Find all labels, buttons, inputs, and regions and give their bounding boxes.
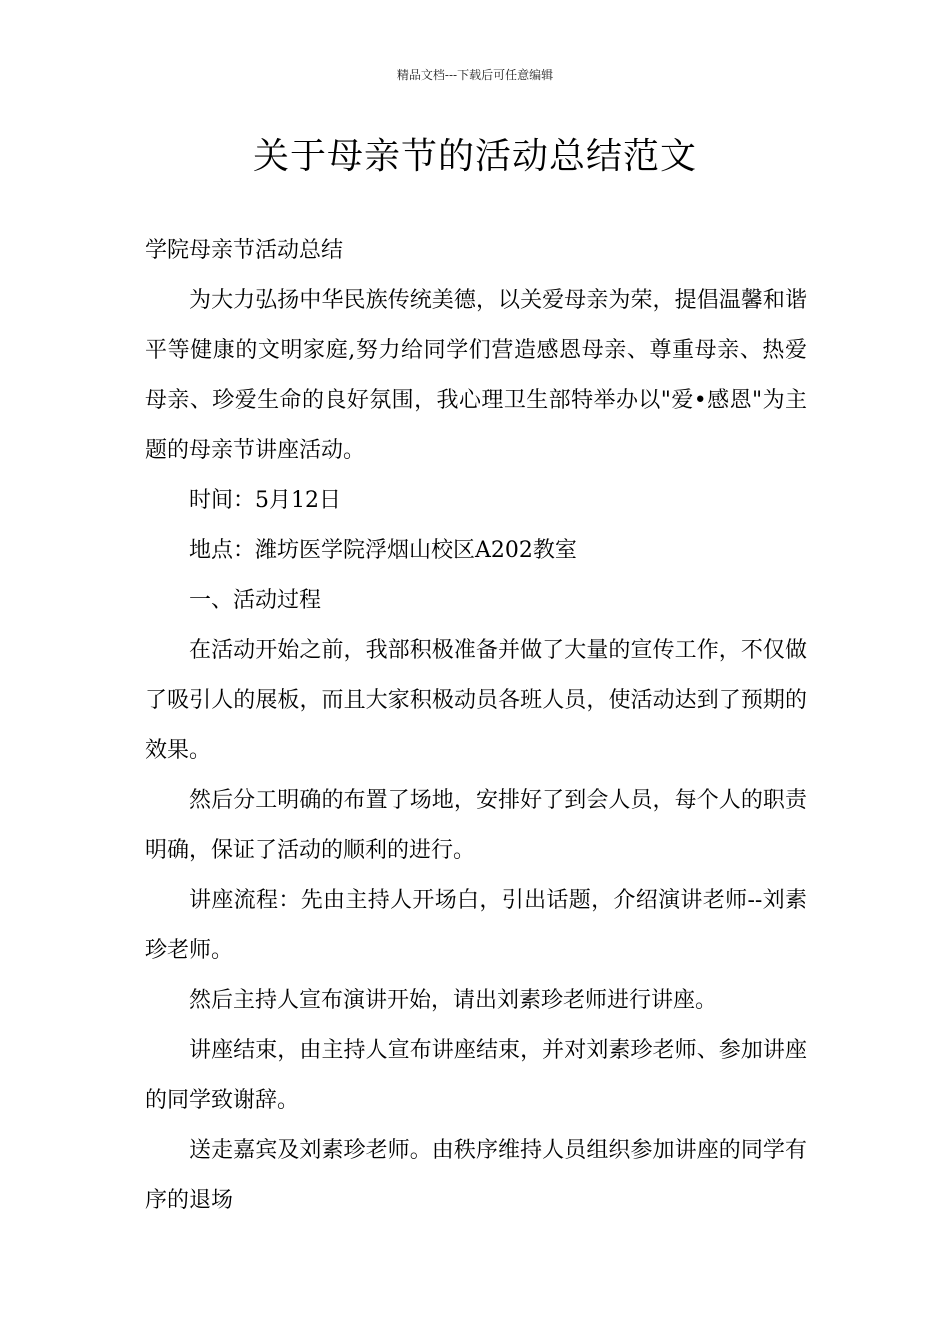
paragraph-flow: 讲座流程：先由主持人开场白，引出话题，介绍演讲老师--刘素珍老师。	[145, 888, 807, 963]
paragraph-location: 地点：潍坊医学院浮烟山校区A202教室	[189, 538, 577, 563]
paragraph-arrangement: 然后分工明确的布置了场地，安排好了到会人员，每个人的职责明确，保证了活动的顺利的进行。	[145, 788, 807, 863]
section-heading: 学院母亲节活动总结	[145, 238, 344, 263]
subheading-process: 一、活动过程	[189, 588, 322, 613]
header-note: 精品文档---下载后可任意编辑	[396, 68, 554, 82]
paragraph-time: 时间：5月12日	[189, 488, 341, 513]
document-body	[145, 226, 807, 1226]
paragraph-lecture-end: 讲座结束，由主持人宣布讲座结束，并对刘素珍老师、参加讲座的同学致谢辞。	[145, 1038, 807, 1113]
paragraph-lecture-start: 然后主持人宣布演讲开始，请出刘素珍老师进行讲座。	[189, 988, 718, 1013]
paragraph-preparation: 在活动开始之前，我部积极准备并做了大量的宣传工作，不仅做了吸引人的展板，而且大家积极动员各班人员，使活动达到了预期的效果。	[145, 638, 807, 763]
paragraph-closing: 送走嘉宾及刘素珍老师。由秩序维持人员组织参加讲座的同学有序的退场	[145, 1138, 807, 1213]
document-title: 关于母亲节的活动总结范文	[252, 136, 697, 177]
paragraph-intro: 为大力弘扬中华民族传统美德，以关爱母亲为荣，提倡温馨和谐平等健康的文明家庭,努力给同学们营造感恩母亲、尊重母亲、热爱母亲、珍爱生命的良好氛围，我心理卫生部特举办以"爱•感恩"为主题的母亲节讲座活动。	[145, 288, 807, 463]
